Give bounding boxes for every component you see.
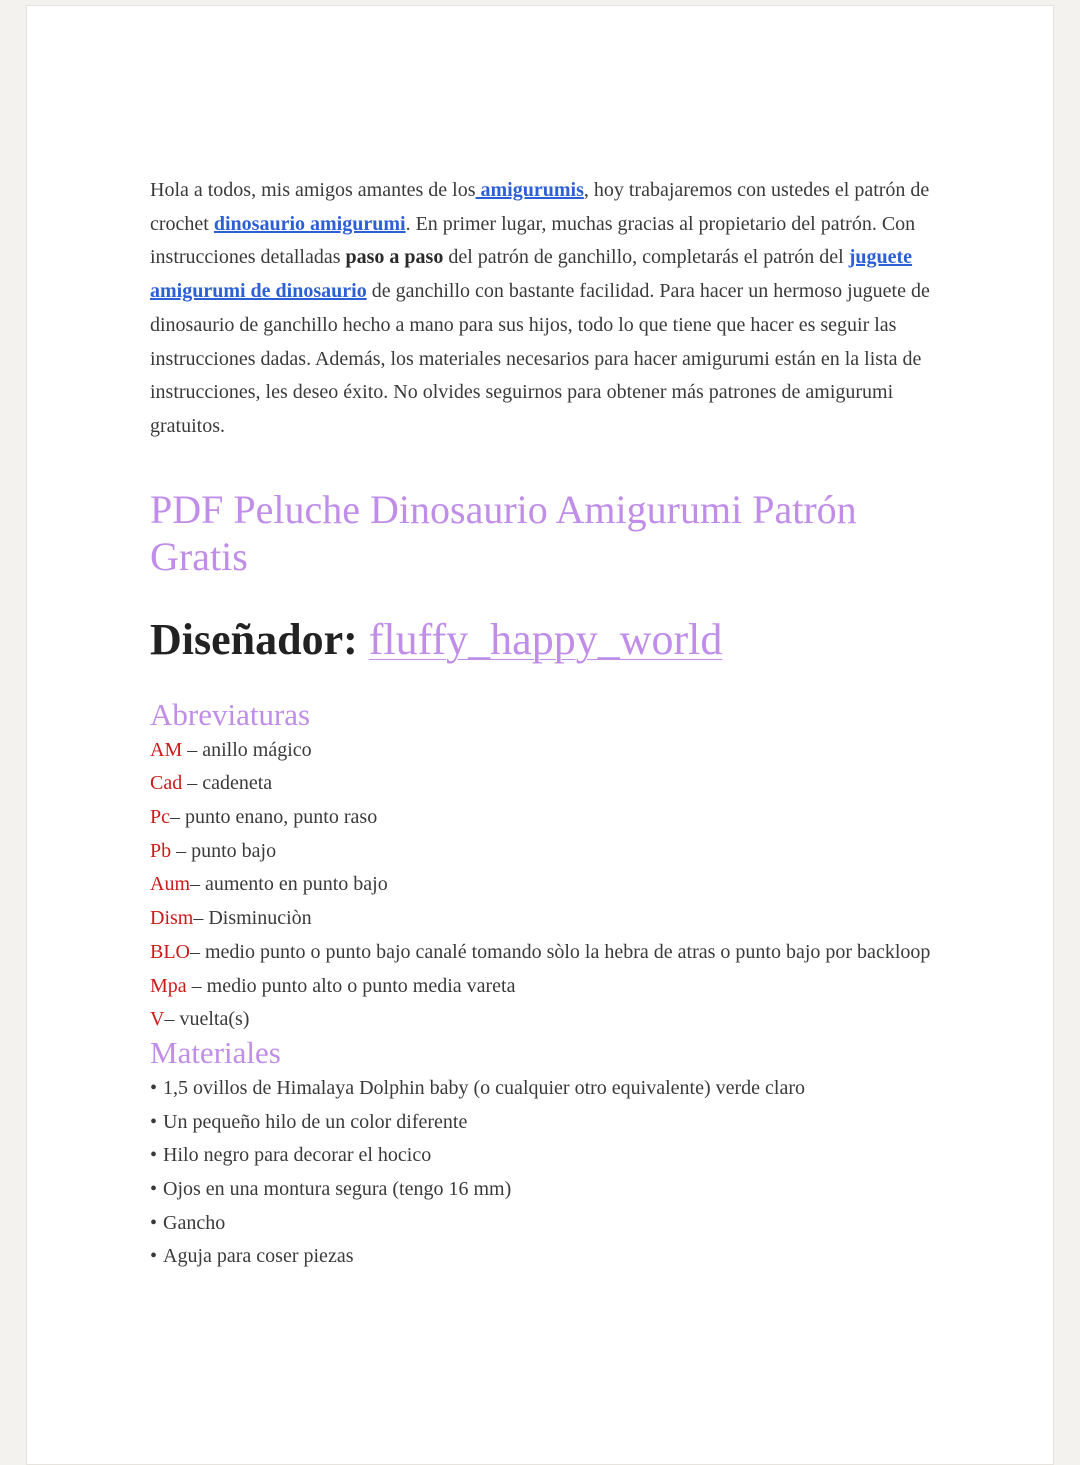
abbreviations-list bbox=[150, 734, 950, 1037]
materials-heading: Materiales bbox=[150, 1034, 281, 1070]
abbr-item bbox=[150, 801, 950, 835]
abbr-code: Cad bbox=[150, 772, 183, 795]
abbr-desc: – medio punto alto o punto media vareta bbox=[186, 974, 516, 997]
abbr-code: BLO bbox=[150, 940, 190, 963]
abbr-item bbox=[150, 1003, 950, 1037]
bullet-icon: • bbox=[150, 1178, 158, 1201]
material-text: Gancho bbox=[163, 1211, 226, 1234]
designer-link[interactable]: fluffy_happy_world bbox=[368, 614, 723, 664]
abbr-code: Aum bbox=[150, 873, 190, 896]
material-item bbox=[150, 1106, 950, 1140]
abbr-desc: – cadeneta bbox=[182, 772, 273, 795]
material-item bbox=[150, 1207, 950, 1241]
abbr-item bbox=[150, 902, 950, 936]
abbr-code: Dism bbox=[150, 907, 194, 930]
material-text: Un pequeño hilo de un color diferente bbox=[163, 1110, 468, 1133]
intro-text-1: Hola a todos, mis amigos amantes de los bbox=[150, 179, 476, 201]
bullet-icon: • bbox=[150, 1110, 158, 1133]
material-text: Aguja para coser piezas bbox=[163, 1245, 354, 1268]
designer-label: Diseñador: bbox=[150, 614, 369, 664]
intro-text-3: . En primer lugar, muchas gracias al propietario del patrón. Con instrucciones detalladas bbox=[150, 212, 916, 269]
abbr-item bbox=[150, 868, 950, 902]
link-dinosaurio-amigurumi[interactable]: dinosaurio amigurumi bbox=[213, 212, 406, 235]
abbr-code: Pb bbox=[150, 839, 172, 862]
intro-text-5: de ganchillo con bastante facilidad. Para hacer un hermoso juguete de dinosaurio de ganchillo hecho a mano para sus hijos, todo lo que tiene que hacer es seguir las instrucciones dadas. Además, los materiales necesarios para hacer amigurumi están en la lista de instrucciones, les deseo éxito. No olvides seguirnos para obtener más patrones de amigurumi gratuitos. bbox=[150, 280, 930, 437]
abbr-desc: – punto enano, punto raso bbox=[170, 806, 378, 829]
abbr-item bbox=[150, 970, 950, 1004]
bullet-icon: • bbox=[150, 1076, 158, 1099]
material-text: Ojos en una montura segura (tengo 16 mm) bbox=[163, 1178, 512, 1201]
bullet-icon: • bbox=[150, 1144, 158, 1167]
article-content bbox=[150, 174, 950, 1274]
abbr-item bbox=[150, 835, 950, 869]
bullet-icon: • bbox=[150, 1245, 158, 1268]
intro-text-4: del patrón de ganchillo, completarás el patrón del bbox=[443, 246, 849, 269]
intro-text-2: , hoy trabajaremos con ustedes el patrón de crochet bbox=[150, 179, 930, 235]
materials-list bbox=[150, 1072, 950, 1274]
abbr-desc: – medio punto o punto bajo canalé tomando sòlo la hebra de atras o punto bajo por backloop bbox=[190, 940, 931, 963]
material-text: 1,5 ovillos de Himalaya Dolphin baby (o cualquier otro equivalente) verde claro bbox=[163, 1076, 806, 1099]
abbr-item bbox=[150, 734, 950, 768]
intro-paragraph bbox=[150, 174, 950, 444]
material-item bbox=[150, 1139, 950, 1173]
abbr-desc: – punto bajo bbox=[171, 839, 277, 862]
bullet-icon: • bbox=[150, 1211, 158, 1234]
abbr-item bbox=[150, 936, 950, 970]
link-amigurumis[interactable]: amigurumis bbox=[475, 179, 584, 201]
abbr-desc: – vuelta(s) bbox=[164, 1008, 250, 1031]
document-page bbox=[26, 5, 1054, 1465]
abbr-desc: – aumento en punto bajo bbox=[190, 873, 388, 896]
abbr-code: Pc bbox=[150, 806, 170, 829]
abbr-desc: – anillo mágico bbox=[182, 738, 312, 761]
link-juguete-amigurumi[interactable]: juguete amigurumi de dinosaurio bbox=[150, 246, 913, 303]
abbr-code: Mpa bbox=[150, 974, 187, 997]
abbr-desc: – Disminuciòn bbox=[193, 907, 312, 930]
abbreviations-heading: Abreviaturas bbox=[150, 696, 311, 732]
abbr-item bbox=[150, 767, 950, 801]
designer-heading bbox=[150, 612, 950, 668]
abbr-code: AM bbox=[150, 738, 183, 761]
intro-bold-paso-a-paso: paso a paso bbox=[345, 246, 444, 269]
material-item bbox=[150, 1072, 950, 1106]
abbr-code: V bbox=[150, 1008, 165, 1031]
material-item bbox=[150, 1173, 950, 1207]
page-title: PDF Peluche Dinosaurio Amigurumi Patrón Gratis bbox=[150, 486, 857, 579]
material-item bbox=[150, 1240, 950, 1274]
material-text: Hilo negro para decorar el hocico bbox=[163, 1144, 432, 1167]
